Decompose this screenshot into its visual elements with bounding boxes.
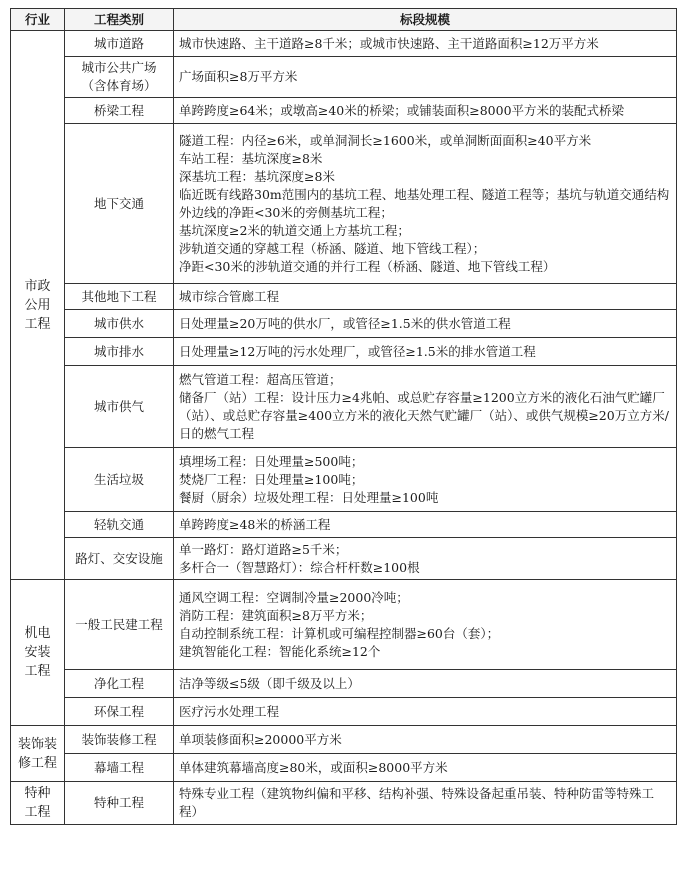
scale-line: 多杆合一（智慧路灯）：综合杆杆数≥100根 <box>179 559 420 575</box>
scale-line: 广场面积≥8万平方米 <box>179 69 298 84</box>
scale-line: 深基坑工程：基坑深度≥8米 <box>179 168 335 184</box>
category-cell: 轻轨交通 <box>65 512 174 538</box>
category-cell: 特种工程 <box>65 782 174 825</box>
category-cell: 路灯、交安设施 <box>65 538 174 580</box>
scale-line: 隧道工程：内径≥6米，或单洞洞长≥1600米，或单洞断面面积≥40平方米 <box>179 132 592 148</box>
category-cell: 城市道路 <box>65 31 174 57</box>
table-row <box>11 338 677 366</box>
scale-line: 建筑智能化工程：智能化系统≥12个 <box>179 643 381 659</box>
scale-line: 城市快速路、主干道路≥8千米；或城市快速路、主干道路面积≥12万平方米 <box>179 35 599 51</box>
table-row <box>11 726 677 754</box>
category-cell: 装饰装修工程 <box>65 726 174 754</box>
category-cell: 城市供气 <box>65 366 174 448</box>
scale-cell <box>174 754 677 782</box>
table-row <box>11 124 677 284</box>
scale-line: 临近既有线路30m范围内的基坑工程、地基处理工程、隧道工程等；基坑与轨道交通结构外边线的净距<30米的旁侧基坑工程； <box>179 186 670 220</box>
table-row <box>11 284 677 310</box>
scale-cell <box>174 698 677 726</box>
scale-cell <box>174 670 677 698</box>
scale-cell <box>174 782 677 825</box>
scale-line: 城市综合管廊工程 <box>179 288 280 304</box>
category-cell: 环保工程 <box>65 698 174 726</box>
scale-line: 洁净等级≤5级（即千级及以上） <box>179 675 360 691</box>
scale-line: 焚烧厂工程：日处理量≥100吨； <box>179 471 364 487</box>
scale-cell <box>174 726 677 754</box>
scale-cell <box>174 31 677 57</box>
scale-line: 日处理量≥20万吨的供水厂，或管径≥1.5米的供水管道工程 <box>179 315 511 331</box>
table-row <box>11 310 677 338</box>
category-cell: 城市供水 <box>65 310 174 338</box>
industry-cell: 特种 工程 <box>11 782 65 825</box>
header-category: 工程类别 <box>65 9 174 31</box>
scale-line: 净距<30米的涉轨道交通的并行工程（桥涵、隧道、地下管线工程） <box>179 258 556 274</box>
scale-line: 填埋场工程：日处理量≥500吨； <box>179 453 364 469</box>
table-row <box>11 782 677 825</box>
scale-line: 消防工程：建筑面积≥8万平方米； <box>179 607 373 623</box>
scale-cell <box>174 512 677 538</box>
scale-line: 单体建筑幕墙高度≥80米，或面积≥8000平方米 <box>179 759 448 775</box>
category-cell: 生活垃圾 <box>65 448 174 512</box>
category-cell: 净化工程 <box>65 670 174 698</box>
scale-cell <box>174 98 677 124</box>
scale-cell <box>174 448 677 512</box>
scale-cell <box>174 338 677 366</box>
engineering-scale-table <box>10 8 677 825</box>
table-row <box>11 670 677 698</box>
scale-cell <box>174 538 677 580</box>
scale-line: 自动控制系统工程：计算机或可编程控制器≥60台（套）； <box>179 625 500 641</box>
table-row <box>11 366 677 448</box>
scale-line: 通风空调工程：空调制冷量≥2000冷吨； <box>179 589 409 605</box>
table-row <box>11 512 677 538</box>
header-industry: 行业 <box>11 9 65 31</box>
scale-line: 特殊专业工程（建筑物纠偏和平移、结构补强、特殊设备起重吊装、特种防雷等特殊工程） <box>179 786 655 819</box>
scale-line: 日处理量≥12万吨的污水处理厂，或管径≥1.5米的排水管道工程 <box>179 343 536 359</box>
scale-line: 涉轨道交通的穿越工程（桥涵、隧道、地下管线工程）； <box>179 240 486 256</box>
category-cell: 桥梁工程 <box>65 98 174 124</box>
scale-line: 基坑深度≥2米的轨道交通上方基坑工程； <box>179 222 410 238</box>
scale-cell <box>174 580 677 670</box>
table-body <box>11 31 677 825</box>
scale-line: 单跨跨度≥64米；或墩高≥40米的桥梁；或铺装面积≥8000平方米的装配式桥梁 <box>179 102 625 118</box>
scale-cell <box>174 124 677 284</box>
scale-cell <box>174 310 677 338</box>
scale-cell <box>174 57 677 98</box>
category-cell: 幕墙工程 <box>65 754 174 782</box>
category-cell: 城市公共广场（含体育场） <box>65 57 174 98</box>
scale-line: 餐厨（厨余）垃圾处理工程：日处理量≥100吨 <box>179 489 439 505</box>
industry-cell: 机电 安装 工程 <box>11 580 65 726</box>
scale-line: 医疗污水处理工程 <box>179 703 280 719</box>
table-row <box>11 698 677 726</box>
scale-line: 单一路灯：路灯道路≥5千米； <box>179 541 348 557</box>
scale-line: 车站工程：基坑深度≥8米 <box>179 150 323 166</box>
table-row <box>11 31 677 57</box>
scale-line: 燃气管道工程：超高压管道； <box>179 371 342 387</box>
scale-line: 单项装修面积≥20000平方米 <box>179 731 342 747</box>
category-cell: 一般工民建工程 <box>65 580 174 670</box>
scale-line: 单跨跨度≥48米的桥涵工程 <box>179 516 331 532</box>
scale-line: 储备厂（站）工程：设计压力≥4兆帕、或总贮存容量≥1200立方米的液化石油气贮罐厂（站）、或总贮存容量≥400立方米的液化天然气贮罐厂（站）、或供气规模≥20万立方米/日的燃气工程 <box>179 389 669 441</box>
industry-cell: 市政 公用 工程 <box>11 31 65 580</box>
category-cell: 其他地下工程 <box>65 284 174 310</box>
table-row <box>11 448 677 512</box>
scale-cell <box>174 366 677 448</box>
table-row <box>11 538 677 580</box>
header-scale: 标段规模 <box>174 9 677 31</box>
table-row <box>11 580 677 670</box>
table-row <box>11 57 677 98</box>
header-row <box>11 9 677 31</box>
table-row <box>11 754 677 782</box>
category-cell: 地下交通 <box>65 124 174 284</box>
category-cell: 城市排水 <box>65 338 174 366</box>
scale-cell <box>174 284 677 310</box>
industry-cell: 装饰装 修工程 <box>11 726 65 782</box>
table-row <box>11 98 677 124</box>
